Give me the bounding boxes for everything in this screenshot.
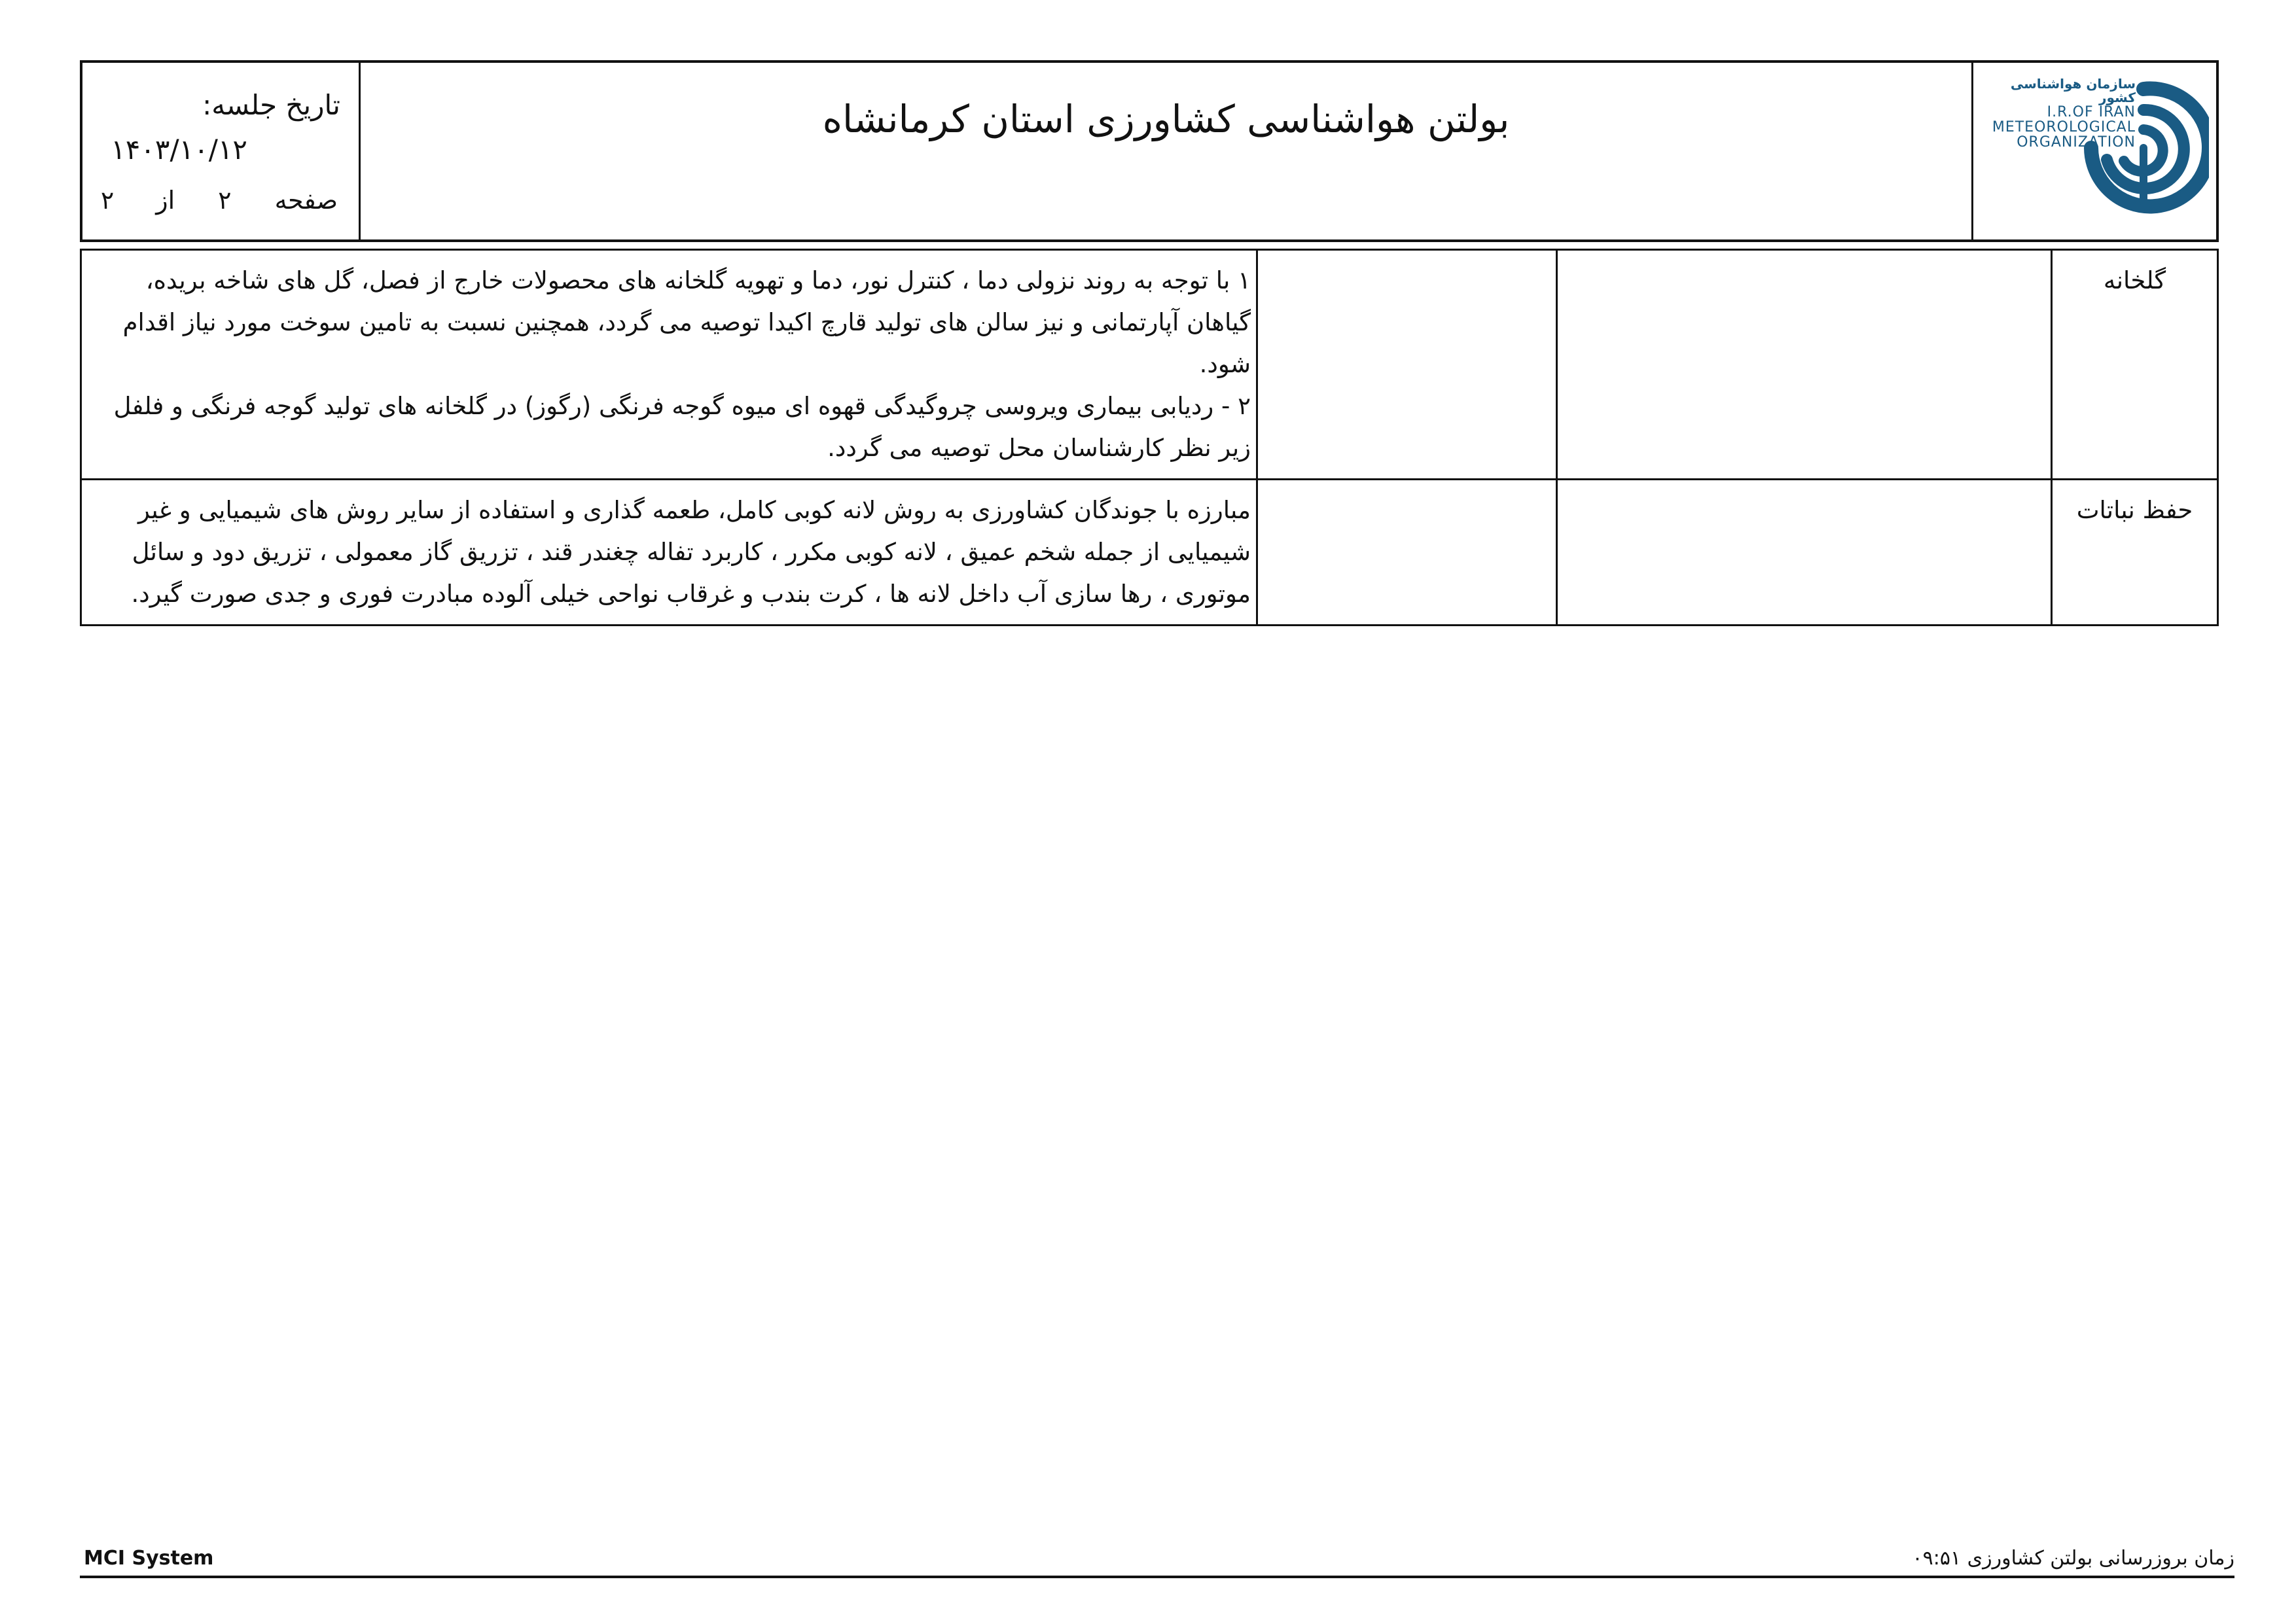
logo-text-en-3: ORGANIZATION	[2017, 134, 2136, 151]
recommendation-cell	[81, 250, 1257, 480]
footer-update-time: زمان بروزرسانی بولتن کشاورزی ۰۹:۵۱	[1912, 1547, 2234, 1570]
logo-cell	[1971, 63, 2216, 239]
page-indicator	[101, 186, 338, 215]
footer-divider	[80, 1576, 2234, 1578]
empty-cell	[1257, 480, 1557, 626]
footer-system-name: MCI System	[84, 1547, 214, 1570]
empty-cell	[1257, 250, 1557, 480]
category-cell: حفظ نباتات	[2052, 480, 2218, 626]
category-cell: گلخانه	[2052, 250, 2218, 480]
empty-cell	[1557, 250, 2052, 480]
recommendation-paragraph: ۱ با توجه به روند نزولی دما ، کنترل نور، دما و تهویه گلخانه های محصولات خارج از فصل، گل های شاخه بریده، گیاهان آپارتمانی و نیز سالن های تولید قارچ اکیدا توصیه می گردد، همچنین نسبت به تامین سوخت مورد نیاز اقدام شود.	[122, 266, 1251, 378]
meteorological-organization-logo-icon	[2078, 76, 2209, 233]
page-current: ۲	[218, 186, 232, 215]
recommendation-paragraph: مبارزه با جوندگان کشاورزی به روش لانه کوبی کامل، طعمه گذاری و استفاده از سایر روش های شیمیایی و غیر شیمیایی از جمله شخم عمیق ، لانه کوبی مکرر ، کاربرد تفاله چغندر قند ، تزریق گاز معمولی ، تزریق دود و سائل موتوری ، رها سازی آب داخل لانه ها ، کرت بندب و غرقاب نواحی خیلی آلوده مبادرت فوری و جدی صورت گیرد.	[131, 496, 1251, 608]
recommendations-table	[80, 249, 2219, 626]
logo-text-fa: سازمان هواشناسی کشور	[2010, 76, 2136, 105]
recommendation-paragraph: ۲ - ردیابی بیماری ویروسی چروگیدگی قهوه ای میوه گوجه فرنگی (رگوز) در گلخانه های تولید گوجه فرنگی و فلفل زیر نظر کارشناسان محل توصیه می گردد.	[113, 392, 1251, 462]
logo-text-en-1: I.R.OF IRAN	[2047, 104, 2136, 120]
page-word: صفحه	[274, 186, 338, 215]
bulletin-header	[80, 60, 2219, 242]
table-row	[81, 480, 2218, 626]
recommendation-cell	[81, 480, 1257, 626]
page-total: ۲	[100, 186, 115, 215]
empty-cell	[1557, 480, 2052, 626]
bulletin-title: بولتن هواشناسی کشاورزی استان کرمانشاه	[822, 97, 1510, 141]
session-date: ۱۴۰۳/۱۰/۱۲	[111, 133, 247, 166]
session-date-label: تاریخ جلسه:	[202, 89, 340, 121]
meta-cell	[82, 63, 359, 239]
logo-text-en-2: METEOROLOGICAL	[1992, 119, 2136, 136]
table-row	[81, 250, 2218, 480]
page-of-word: از	[156, 186, 175, 215]
title-cell	[359, 63, 1971, 239]
